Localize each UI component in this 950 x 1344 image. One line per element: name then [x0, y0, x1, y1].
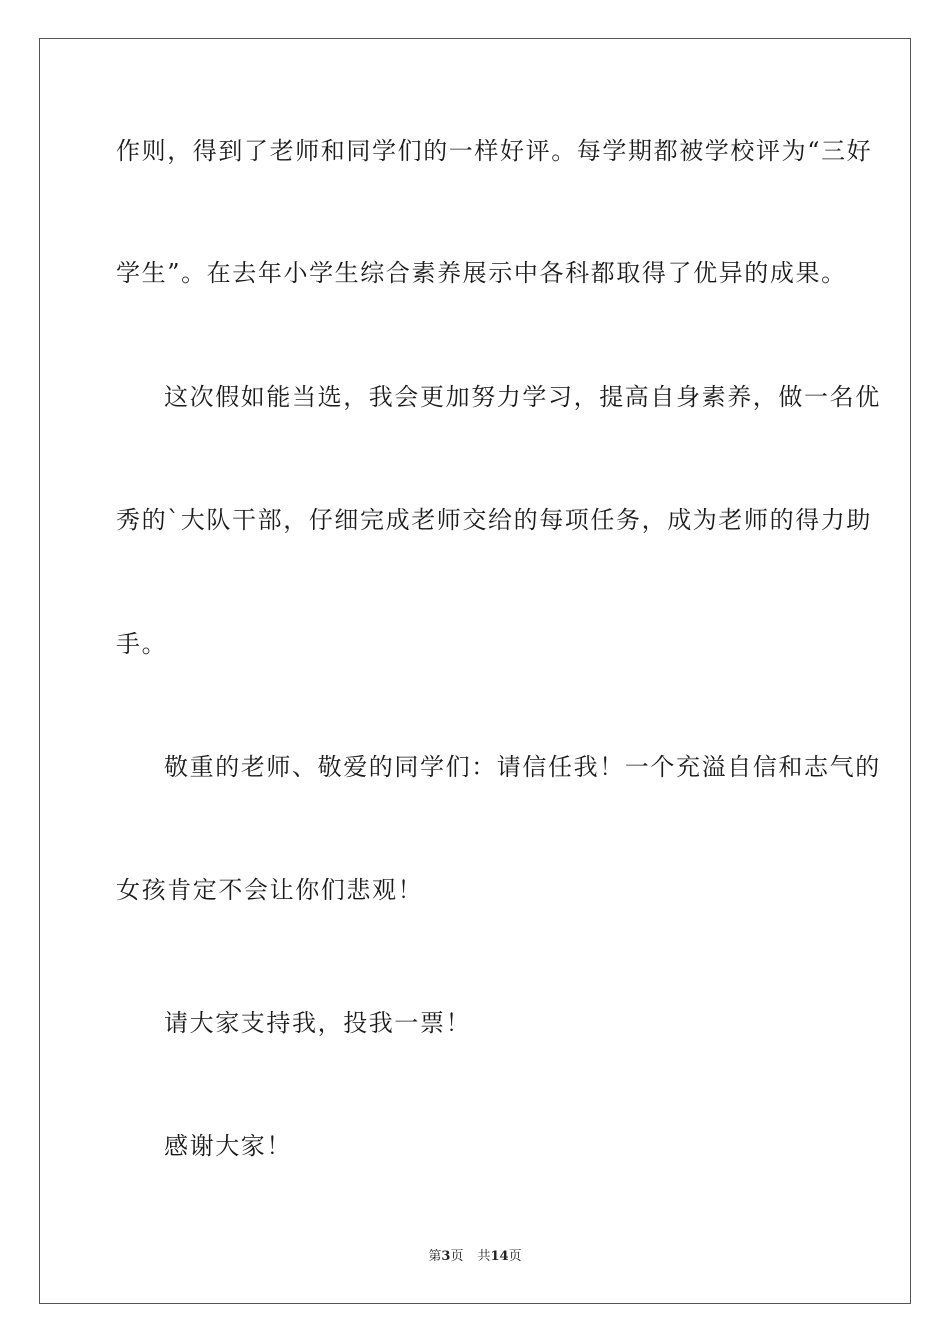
- page-suffix: 页: [450, 1249, 464, 1264]
- total-suffix: 页: [508, 1249, 522, 1264]
- paragraph-line-2: 学生”。在去年小学生综合素养展示中各科都取得了优异的成果。: [116, 259, 847, 287]
- paragraph-line-9: 感谢大家！: [164, 1132, 292, 1160]
- paragraph-line-6: 敬重的老师、敬爱的同学们：请信任我！一个充溢自信和志气的: [164, 753, 881, 781]
- total-pages: 14: [490, 1249, 509, 1264]
- page-number: 3: [441, 1249, 451, 1264]
- paragraph-line-8: 请大家支持我，投我一票！: [164, 1009, 472, 1037]
- paragraph-line-5: 手。: [116, 630, 168, 658]
- paragraph-line-4: 秀的`大队干部，仔细完成老师交给的每项任务，成为老师的得力助: [116, 506, 872, 534]
- page-footer: [0, 1249, 950, 1265]
- page-border: [39, 38, 911, 1304]
- paragraph-line-3: 这次假如能当选，我会更加努力学习，提高自身素养，做一名优: [164, 383, 881, 411]
- paragraph-line-1: 作则，得到了老师和同学们的一样好评。每学期都被学校评为“三好: [116, 137, 873, 165]
- paragraph-line-7: 女孩肯定不会让你们悲观！: [116, 876, 424, 904]
- page-prefix: 第: [428, 1249, 442, 1264]
- total-prefix: 共: [477, 1249, 491, 1264]
